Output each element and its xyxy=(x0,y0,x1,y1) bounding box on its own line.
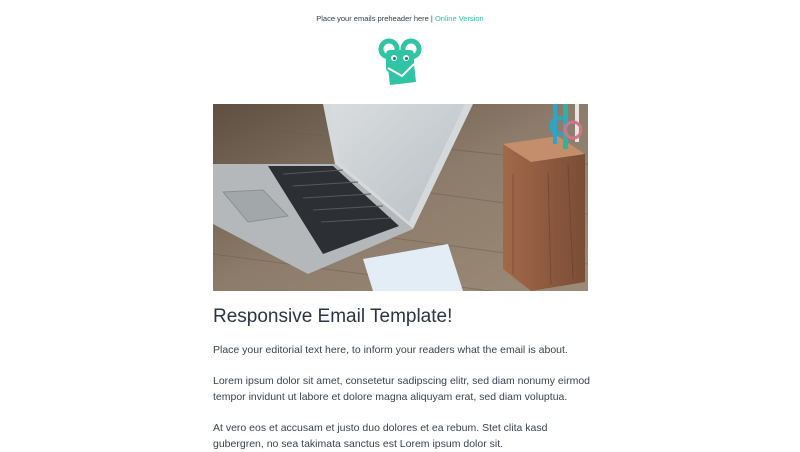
hero-image xyxy=(213,104,588,291)
headline: Responsive Email Template! xyxy=(213,306,453,327)
preheader xyxy=(0,14,800,24)
mail-robot-logo-icon xyxy=(378,38,422,88)
body-paragraph-2: At vero eos et accusam et justo duo dolores et ea rebum. Stet clita kasd gubergren, no sea takimata sanctus est Lorem ipsum dolor sit. xyxy=(213,422,548,450)
online-version-link[interactable]: Online Version xyxy=(434,14,484,23)
logo[interactable] xyxy=(378,38,422,88)
intro-paragraph: Place your editorial text here, to inform your readers what the email is about. xyxy=(213,344,568,356)
body-paragraph-1: Lorem ipsum dolor sit amet, consetetur sadipscing elitr, sed diam nonumy eirmod tempor invidunt ut labore et dolore magna aliquyam erat, sed diam voluptua. xyxy=(213,375,591,403)
preheader-text: Place your emails preheader here | xyxy=(316,14,435,23)
laptop-desk-photo xyxy=(213,104,588,291)
